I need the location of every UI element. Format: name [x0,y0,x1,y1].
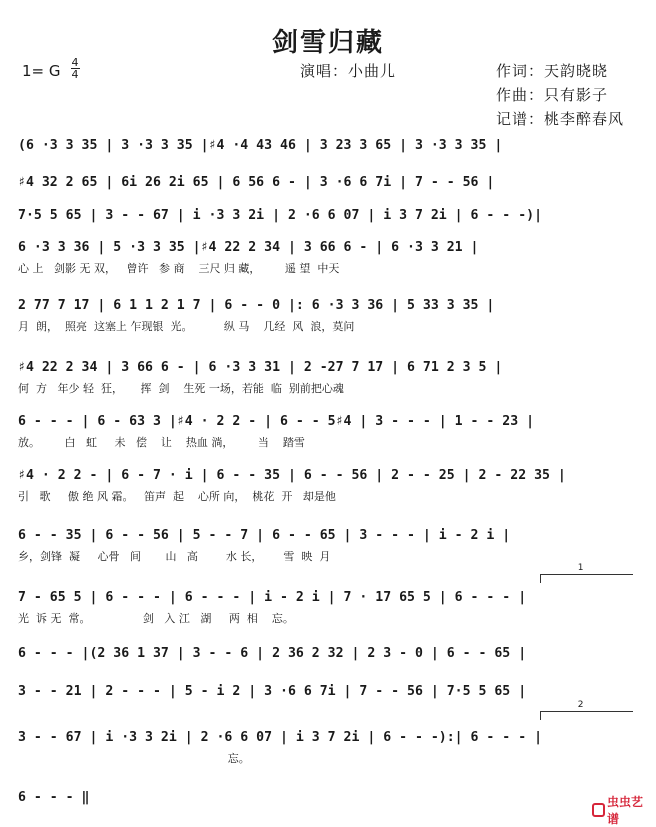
staff-notes: (6 ·3 3 35 | 3 ·3 3 35 |♯4 ·4 43 46 | 3 23 3 65 | 3 ·3 3 35 | [18,138,503,153]
staff-notes: 3 - - 67 | i ·3 3 2i | 2 ·6 6 07 | i 3 7 2i | 6 - - -):| 6 - - - | [18,730,543,745]
lyricist-credit: 作词：天韵晓晓 [496,62,609,80]
staff-notes: ♯4 32 2 65 | 6i 26 2i 65 | 6 56 6 - | 3 ·6 6 7i | 7 - - 56 | [18,175,495,190]
staff-line-14 [18,790,640,806]
staff-lyrics: 何 方 年少 轻 狂， 挥 剑 生死 一场，若能 临 别前把心魂 [18,382,344,395]
staff-line-8 [18,468,640,504]
staff-line-13 [18,730,640,766]
volta-label-1: 1 [577,563,584,573]
staff-notes: 6 - - 35 | 6 - - 56 | 5 - - 7 | 6 - - 65 | 3 - - - | i - 2 i | [18,528,511,543]
staff-line-10 [18,590,640,626]
staff-line-7 [18,414,640,450]
staff-notes: 6 ·3 3 36 | 5 ·3 3 35 |♯4 22 2 34 | 3 66 6 - | 6 ·3 3 21 | [18,240,479,255]
staff-notes: 2 77 7 17 | 6 1 1 2 1 7 | 6 - - 0 |: 6 ·3 3 36 | 5 33 3 35 | [18,298,495,313]
staff-lyrics: 引 歌 傲 绝 风 霜。 笛声 起 心所 向， 桃花 开 却是他 [18,490,336,503]
volta-label-2: 2 [577,700,584,710]
staff-notes: 6 - - - | 6 - 63 3 |♯4 · 2 2 - | 6 - - 5♯4 | 3 - - - | 1 - - 23 | [18,414,535,429]
key-signature: 1= G [22,62,61,80]
staff-lyrics: 心 上 剑影 无 双， 曾许 参 商 三尺 归 藏， 遥 望 中天 [18,262,340,275]
staff-lyrics: 月 朗， 照亮 这塞上 乍现银 光。 纵 马 几经 风 浪，莫问 [18,320,355,333]
staff-line-6 [18,360,640,396]
staff-lyrics: 乡，剑锋 凝 心骨 间 山 高 水 长， 雪 映 月 [18,550,331,563]
staff-line-1 [18,138,640,154]
composer-credit: 作曲：只有影子 [496,86,609,104]
volta-bracket-2 [540,700,633,720]
watermark-logo [592,795,650,826]
staff-lyrics: 放。 白 虹 未 偿 让 热血 淌， 当 踏雪 [18,436,305,449]
song-title: 剑雪归藏 [271,28,384,58]
staff-line-12 [18,684,640,700]
staff-lyrics: 光 诉 无 常。 剑 入 江 湖 两 相 忘。 [18,612,294,625]
staff-notes: 6 - - - |(2 36 1 37 | 3 - - 6 | 2 36 2 32 | 2 3 - 0 | 6 - - 65 | [18,646,527,661]
time-signature [70,57,80,80]
staff-line-5 [18,298,640,334]
staff-line-4 [18,240,640,276]
watermark-logo-icon [592,803,605,817]
time-signature-bottom: 4 [71,68,79,81]
transcriber-credit: 记谱：桃李醉春风 [496,110,625,128]
staff-lyrics: 忘。 [18,752,250,765]
staff-notes: 7 - 65 5 | 6 - - - | 6 - - - | i - 2 i | 7 · 17 65 5 | 6 - - - | [18,590,527,605]
singer-credit: 演唱：小曲儿 [300,62,397,80]
staff-notes: ♯4 · 2 2 - | 6 - 7 · i | 6 - - 35 | 6 - - 56 | 2 - - 25 | 2 - 22 35 | [18,468,566,483]
staff-notes: 6 - - - ‖ [18,790,90,805]
volta-bracket-1 [540,563,633,583]
staff-notes: ♯4 22 2 34 | 3 66 6 - | 6 ·3 3 31 | 2 -27 7 17 | 6 71 2 3 5 | [18,360,503,375]
staff-line-2 [18,175,640,191]
time-signature-top: 4 [71,56,79,69]
staff-notes: 7·5 5 65 | 3 - - 67 | i ·3 3 2i | 2 ·6 6 07 | i 3 7 2i | 6 - - -)| [18,208,543,223]
watermark-text: 虫虫艺谱 [606,795,643,826]
staff-line-11 [18,646,640,662]
staff-line-9 [18,528,640,564]
staff-line-3 [18,208,640,224]
staff-notes: 3 - - 21 | 2 - - - | 5 - i 2 | 3 ·6 6 7i | 7 - - 56 | 7·5 5 65 | [18,684,527,699]
